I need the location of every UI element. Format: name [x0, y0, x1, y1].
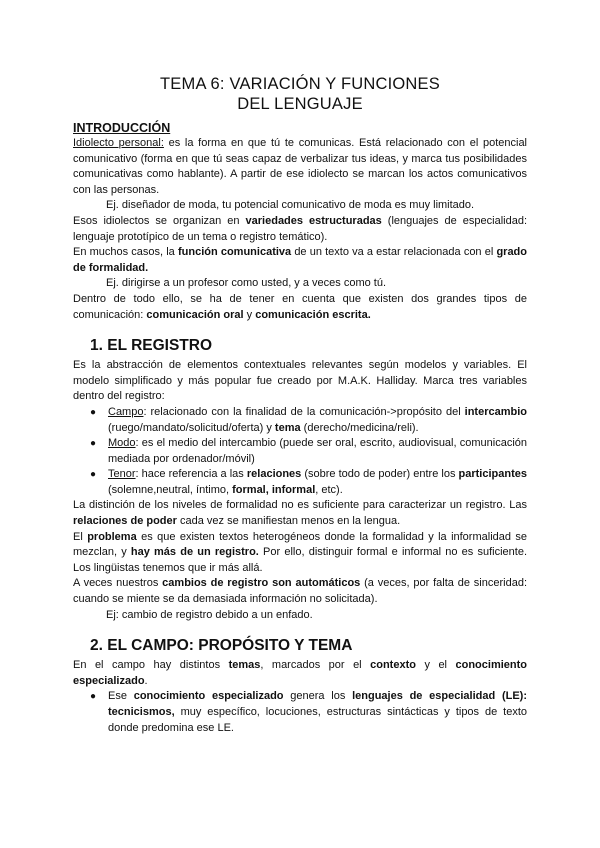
section-1-example: Ej: cambio de registro debido a un enfado.: [106, 608, 313, 621]
registro-variables-list: [73, 405, 527, 499]
page-title: [73, 74, 527, 114]
bullet-icon: ●: [90, 406, 97, 418]
term-idiolecto: Idiolecto personal:: [73, 137, 164, 149]
list-item-conocimiento: ● Ese conocimiento especializado genera los lenguajes de especialidad (LE): tecnicismos, muy específico, locuciones, estructuras sintácticas y tipos de texto donde predomina ese LE.: [90, 690, 528, 734]
bullet-icon: ●: [90, 438, 97, 450]
title-line-2: DEL LENGUAJE: [237, 95, 363, 113]
title-line-1: TEMA 6: VARIACIÓN Y FUNCIONES: [160, 75, 440, 93]
section-1-paragraph-3: El problema es que existen textos heterogéneos donde la formalidad y la informalidad se mezclan, y hay más de un registro. Por ello, distinguir formal e informal no es suficiente. Los lingüistas tenemos que ir más allá.: [73, 530, 528, 574]
section-1-paragraph-4: A veces nuestros cambios de registro son automáticos (a veces, por falta de sinceridad: cuando se miente se da demasiada información no solicitada).: [73, 577, 528, 606]
section-1-heading: 1. EL REGISTRO: [90, 337, 213, 355]
campo-list: [73, 689, 527, 736]
list-item-campo: ● Campo: relacionado con la finalidad de la comunicación->propósito del intercambio (ruego/mandato/solicitud/oferta) y tema (derecho/medicina/reli).: [90, 405, 527, 434]
bullet-icon: ●: [90, 691, 97, 703]
section-1-paragraph-1: Es la abstracción de elementos contextuales relevantes según modelos y variables. El modelo simplificado y más popular fue creado por M.A.K. Halliday. Marca tres variables dentro del registro:: [73, 359, 527, 403]
intro-paragraph-4: Dentro de todo ello, se ha de tener en cuenta que existen dos grandes tipos de comunicación: comunicación oral y comunicación escrita.: [73, 292, 527, 321]
document-page: [73, 74, 527, 736]
section-2-heading: 2. EL CAMPO: PROPÓSITO Y TEMA: [90, 637, 353, 655]
list-item-modo: ● Modo: es el medio del intercambio (puede ser oral, escrito, audiovisual, comunicación mediada por ordenador/móvil): [90, 437, 527, 465]
intro-paragraph-2: Esos idiolectos se organizan en variedades estructuradas (lenguajes de especialidad: lenguaje prototípico de un tema o registro temático).: [73, 214, 528, 243]
bullet-icon: ●: [90, 469, 97, 481]
intro-heading: INTRODUCCIÓN: [73, 121, 171, 135]
list-item-tenor: ● Tenor: hace referencia a las relaciones (sobre todo de poder) entre los participantes (solemne,neutral, íntimo, formal, informal, etc).: [90, 468, 527, 496]
intro-example-1: Ej. diseñador de moda, tu potencial comunicativo de moda es muy limitado.: [106, 199, 475, 212]
intro-example-2: Ej. dirigirse a un profesor como usted, y a veces como tú.: [106, 277, 387, 290]
intro-paragraph-3: En muchos casos, la función comunicativa de un texto va a estar relacionada con el grado de formalidad.: [73, 246, 527, 274]
section-1-paragraph-2: La distinción de los niveles de formalidad no es suficiente para caracterizar un registro. Las relaciones de poder cada vez se manifiestan menos en la lengua.: [73, 499, 527, 528]
section-2-paragraph-1: En el campo hay distintos temas, marcados por el contexto y el conocimiento especializado.: [73, 659, 528, 687]
intro-paragraph-1: Idiolecto personal: es la forma en que tú te comunicas. Está relacionado con el potencial comunicativo (forma en que tú seas capaz de verbalizar tus ideas, y marca tus posibilidades comunicativas como hablante). A partir de ese idiolecto se marcan los actos comunicativos con las personas.: [73, 137, 528, 196]
